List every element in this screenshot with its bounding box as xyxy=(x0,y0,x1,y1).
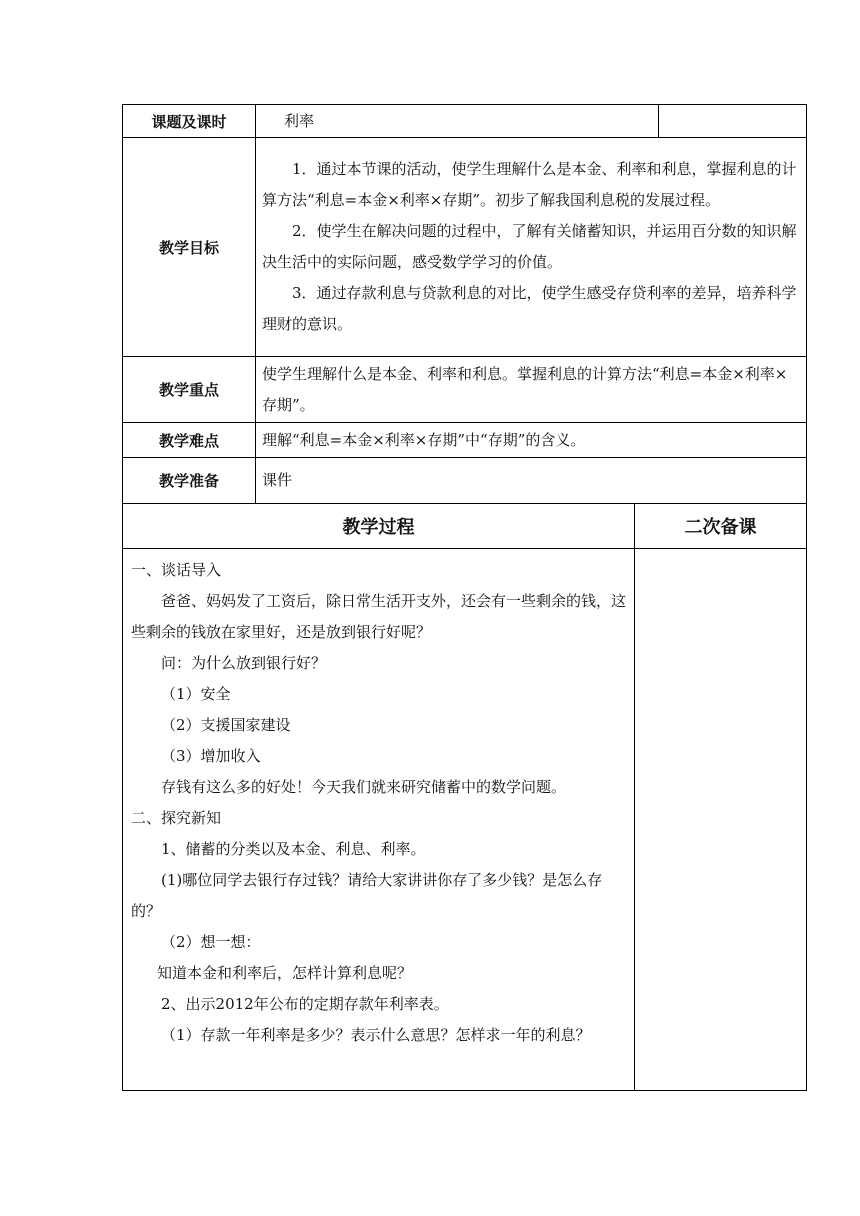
prep-label: 教学准备 xyxy=(123,458,256,504)
prep-value: 课件 xyxy=(256,458,807,504)
question-line: 问：为什么放到银行好？ xyxy=(161,654,327,672)
summary-line: 存钱有这么多的好处！今天我们就来研究储蓄中的数学问题。 xyxy=(161,778,567,796)
key-row xyxy=(123,357,807,423)
answer-3: （3）增加收入 xyxy=(161,747,261,765)
topic-1: 1、储蓄的分类以及本金、利息、利率。 xyxy=(161,840,426,858)
difficult-value: 理解“利息=本金×利率×存期”中“存期”的含义。 xyxy=(256,423,807,458)
goals-row xyxy=(123,138,807,357)
process-content xyxy=(123,549,635,1091)
section-1-title: 一、谈话导入 xyxy=(131,561,222,579)
section-2-title: 二、探究新知 xyxy=(131,809,222,827)
answer-1: （1）安全 xyxy=(161,685,231,703)
header-table xyxy=(122,104,807,504)
lesson-plan xyxy=(122,104,806,1091)
goal-item-1: 1．通过本节课的活动，使学生理解什么是本金、利率和利息，掌握利息的计算方法“利息=本金×利率×存期”。初步了解我国利息税的发展过程。 xyxy=(262,160,797,209)
process-header-row xyxy=(123,504,807,549)
topic-1-b: （2）想一想： xyxy=(161,933,261,951)
key-label: 教学重点 xyxy=(123,357,256,423)
topic-value: 利率 xyxy=(256,105,659,138)
difficult-label: 教学难点 xyxy=(123,423,256,458)
prep-row xyxy=(123,458,807,504)
topic-extra-cell xyxy=(659,105,807,138)
topic-2: 2、出示2012年公布的定期存款年利率表。 xyxy=(161,995,449,1013)
topic-label: 课题及课时 xyxy=(123,105,256,138)
second-prep-header: 二次备课 xyxy=(635,504,807,549)
answer-2: （2）支援国家建设 xyxy=(161,716,291,734)
process-header: 教学过程 xyxy=(123,504,635,549)
goal-item-3: 3．通过存款利息与贷款利息的对比，使学生感受存贷利率的差异，培养科学理财的意识。 xyxy=(262,284,797,333)
goals-label: 教学目标 xyxy=(123,138,256,357)
difficult-row xyxy=(123,423,807,458)
topic-row xyxy=(123,105,807,138)
process-table xyxy=(122,503,807,1091)
second-prep-cell xyxy=(635,549,807,1091)
process-body-row xyxy=(123,549,807,1091)
goal-item-2: 2．使学生在解决问题的过程中，了解有关储蓄知识，并运用百分数的知识解决生活中的实际问题，感受数学学习的价值。 xyxy=(262,222,797,271)
intro-paragraph: 爸爸、妈妈发了工资后，除日常生活开支外，还会有一些剩余的钱，这些剩余的钱放在家里好，还是放到银行好呢？ xyxy=(131,592,627,641)
goals-cell xyxy=(256,138,807,357)
topic-1-c: 知道本金和利率后，怎样计算利息呢？ xyxy=(157,964,413,982)
topic-1-a: (1)哪位同学去银行存过钱？请给大家讲讲你存了多少钱？是怎么存的？ xyxy=(131,871,603,920)
topic-2-a: （1）存款一年利率是多少？表示什么意思？怎样求一年的利息？ xyxy=(161,1026,591,1044)
key-value: 使学生理解什么是本金、利率和利息。掌握利息的计算方法“利息=本金×利率×存期”。 xyxy=(256,357,807,423)
